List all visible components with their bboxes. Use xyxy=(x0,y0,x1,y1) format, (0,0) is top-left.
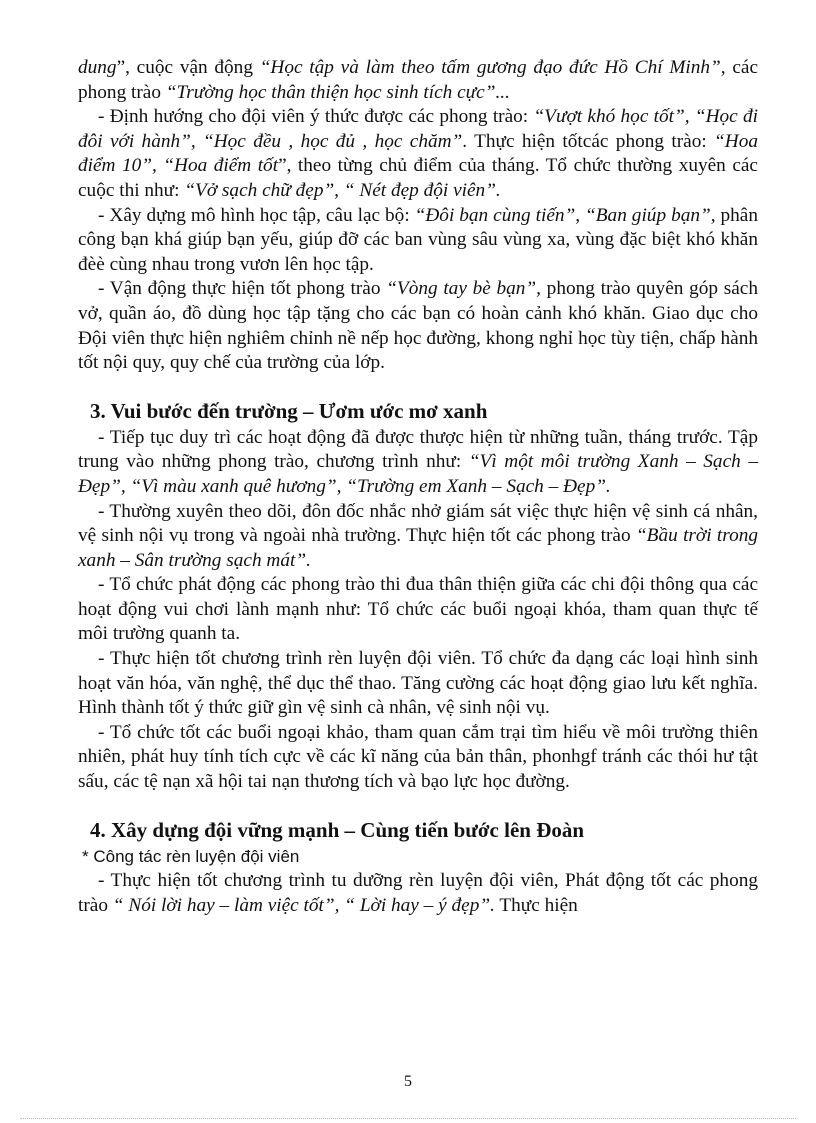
text: - Định hướng cho đội viên ý thức được các phong trào: xyxy=(98,106,534,128)
page-divider xyxy=(20,1118,796,1119)
paragraph-study-model xyxy=(78,204,758,278)
section-3-paragraph-1 xyxy=(78,426,758,500)
section-3-heading: 3. Vui bước đến trường – Ươm ước mơ xanh xyxy=(90,398,488,423)
text: ”, cuộc vận động xyxy=(116,57,260,78)
text: - Tiếp tục duy trì các hoạt động đã được thược hiện từ những tuần, tháng trước. Tập trung vào những phong trào, chương trình như: xyxy=(78,426,758,473)
text: phong trào quyên góp sách vở, quần áo, đồ dùng học tập tặng cho các bạn có hoàn cảnh khó khăn. Giao dục cho Đội viên thực hiện nghiêm chỉnh nề nếp học đường, khong nghỉ học tùy tiện, chấp hành tốt nội quy, quy chế của trường của lớp. xyxy=(78,278,759,374)
text-italic: “Vượt khó học tốt”, “Học đi đôi với hành”, “Học đều , học đủ , học chăm” xyxy=(78,106,759,152)
text-italic: “Trường học thân thiện học sinh tích cực”... xyxy=(165,81,510,103)
text: ”, theo từng chủ điểm của tháng. Tổ chức thường xuyên các cuộc thi như: xyxy=(78,155,758,201)
text: . Thực hiện tốtcác phong trào: xyxy=(462,130,715,152)
text-italic: “ Nói lời hay – làm việc tốt”, “ Lời hay – ý đẹp”. xyxy=(112,894,495,916)
page-number: 5 xyxy=(404,1073,412,1090)
text-italic: “Bầu trời trong xanh – Sân trường sạch mát”. xyxy=(78,525,758,571)
section-3-paragraph-3: - Tổ chức phát động các phong trào thi đua thân thiện giữa các chi đội thông qua các hoạt động vui chơi lành mạnh như: Tổ chức các buổi ngoại khóa, tham quan thực tế môi trường quanh ta. xyxy=(78,574,758,645)
section-4-subheading: * Công tác rèn luyện đội viên xyxy=(82,846,300,866)
section-4-paragraph-1 xyxy=(78,869,758,918)
text: - Thực hiện tốt chương trình tu dưỡng rèn luyện đội viên, Phát động tốt các phong trào xyxy=(78,870,758,916)
paragraph-campaign xyxy=(78,277,758,375)
text: - Thường xuyên theo dõi, đôn đốc nhắc nhở giám sát việc thực hiện vệ sinh cá nhân, vệ sinh nội vụ trong và ngoài nhà trường. Thực hiện tốt các phong trào xyxy=(78,500,758,547)
section-4-heading: 4. Xây dựng đội vững mạnh – Cùng tiến bước lên Đoàn xyxy=(90,817,585,842)
text: các phong trào xyxy=(78,57,759,103)
text: - Vận động thực hiện tốt phong trào xyxy=(98,278,387,300)
paragraph-continuation xyxy=(78,56,758,105)
text: Thực hiện xyxy=(494,894,578,916)
text-italic: “Vì một môi trường Xanh – Sạch – Đẹp”, “Vì màu xanh quê hương”, “Trường em Xanh – Sạch – Đẹp”. xyxy=(78,451,758,497)
text-italic: “Vở sạch chữ đẹp”, “ Nét đẹp đội viên”. xyxy=(184,179,501,201)
text-italic: “Học tập và làm theo tấm gương đạo đức Hồ Chí Minh”, xyxy=(259,57,726,78)
text: phân công bạn khá giúp bạn yếu, giúp đỡ các ban vùng sâu vùng xa, vùng đặc biệt khó khăn đèè cùng nhau trong vươn lên học tập. xyxy=(78,204,758,275)
text: - Xây dựng mô hình học tập, câu lạc bộ: xyxy=(98,204,415,226)
text-italic: dung xyxy=(78,57,117,78)
paragraph-orientation xyxy=(78,105,758,203)
text-italic: “Hoa điểm 10”, “Hoa điểm tốt xyxy=(78,130,758,177)
text-italic: “Đôi bạn cùng tiến”, “Ban giúp bạn”, xyxy=(414,204,716,226)
section-3-paragraph-4: - Thực hiện tốt chương trình rèn luyện đội viên. Tổ chức đa dạng các loại hình sinh hoạt văn hóa, văn nghệ, thể dục thể thao. Tăng cường các hoạt động giao lưu kết nghĩa. Hình thành tốt ý thức giữ gìn vệ sinh cà nhân, vệ sinh nội vụ. xyxy=(78,648,758,719)
text-italic: “Vòng tay bè bạn”, xyxy=(386,278,541,300)
section-3-paragraph-2 xyxy=(78,500,758,574)
section-3-paragraph-5: - Tổ chức tốt các buổi ngoại khảo, tham quan cắm trại tìm hiểu về môi trường thiên nhiên, phát huy tính tích cực về các kĩ năng của bản thân, phonhgf tránh các thói hư tật sấu, các tệ nạn xã hội tai nạn thương tích và bạo lực học đường. xyxy=(78,721,758,793)
document-page xyxy=(78,56,758,918)
